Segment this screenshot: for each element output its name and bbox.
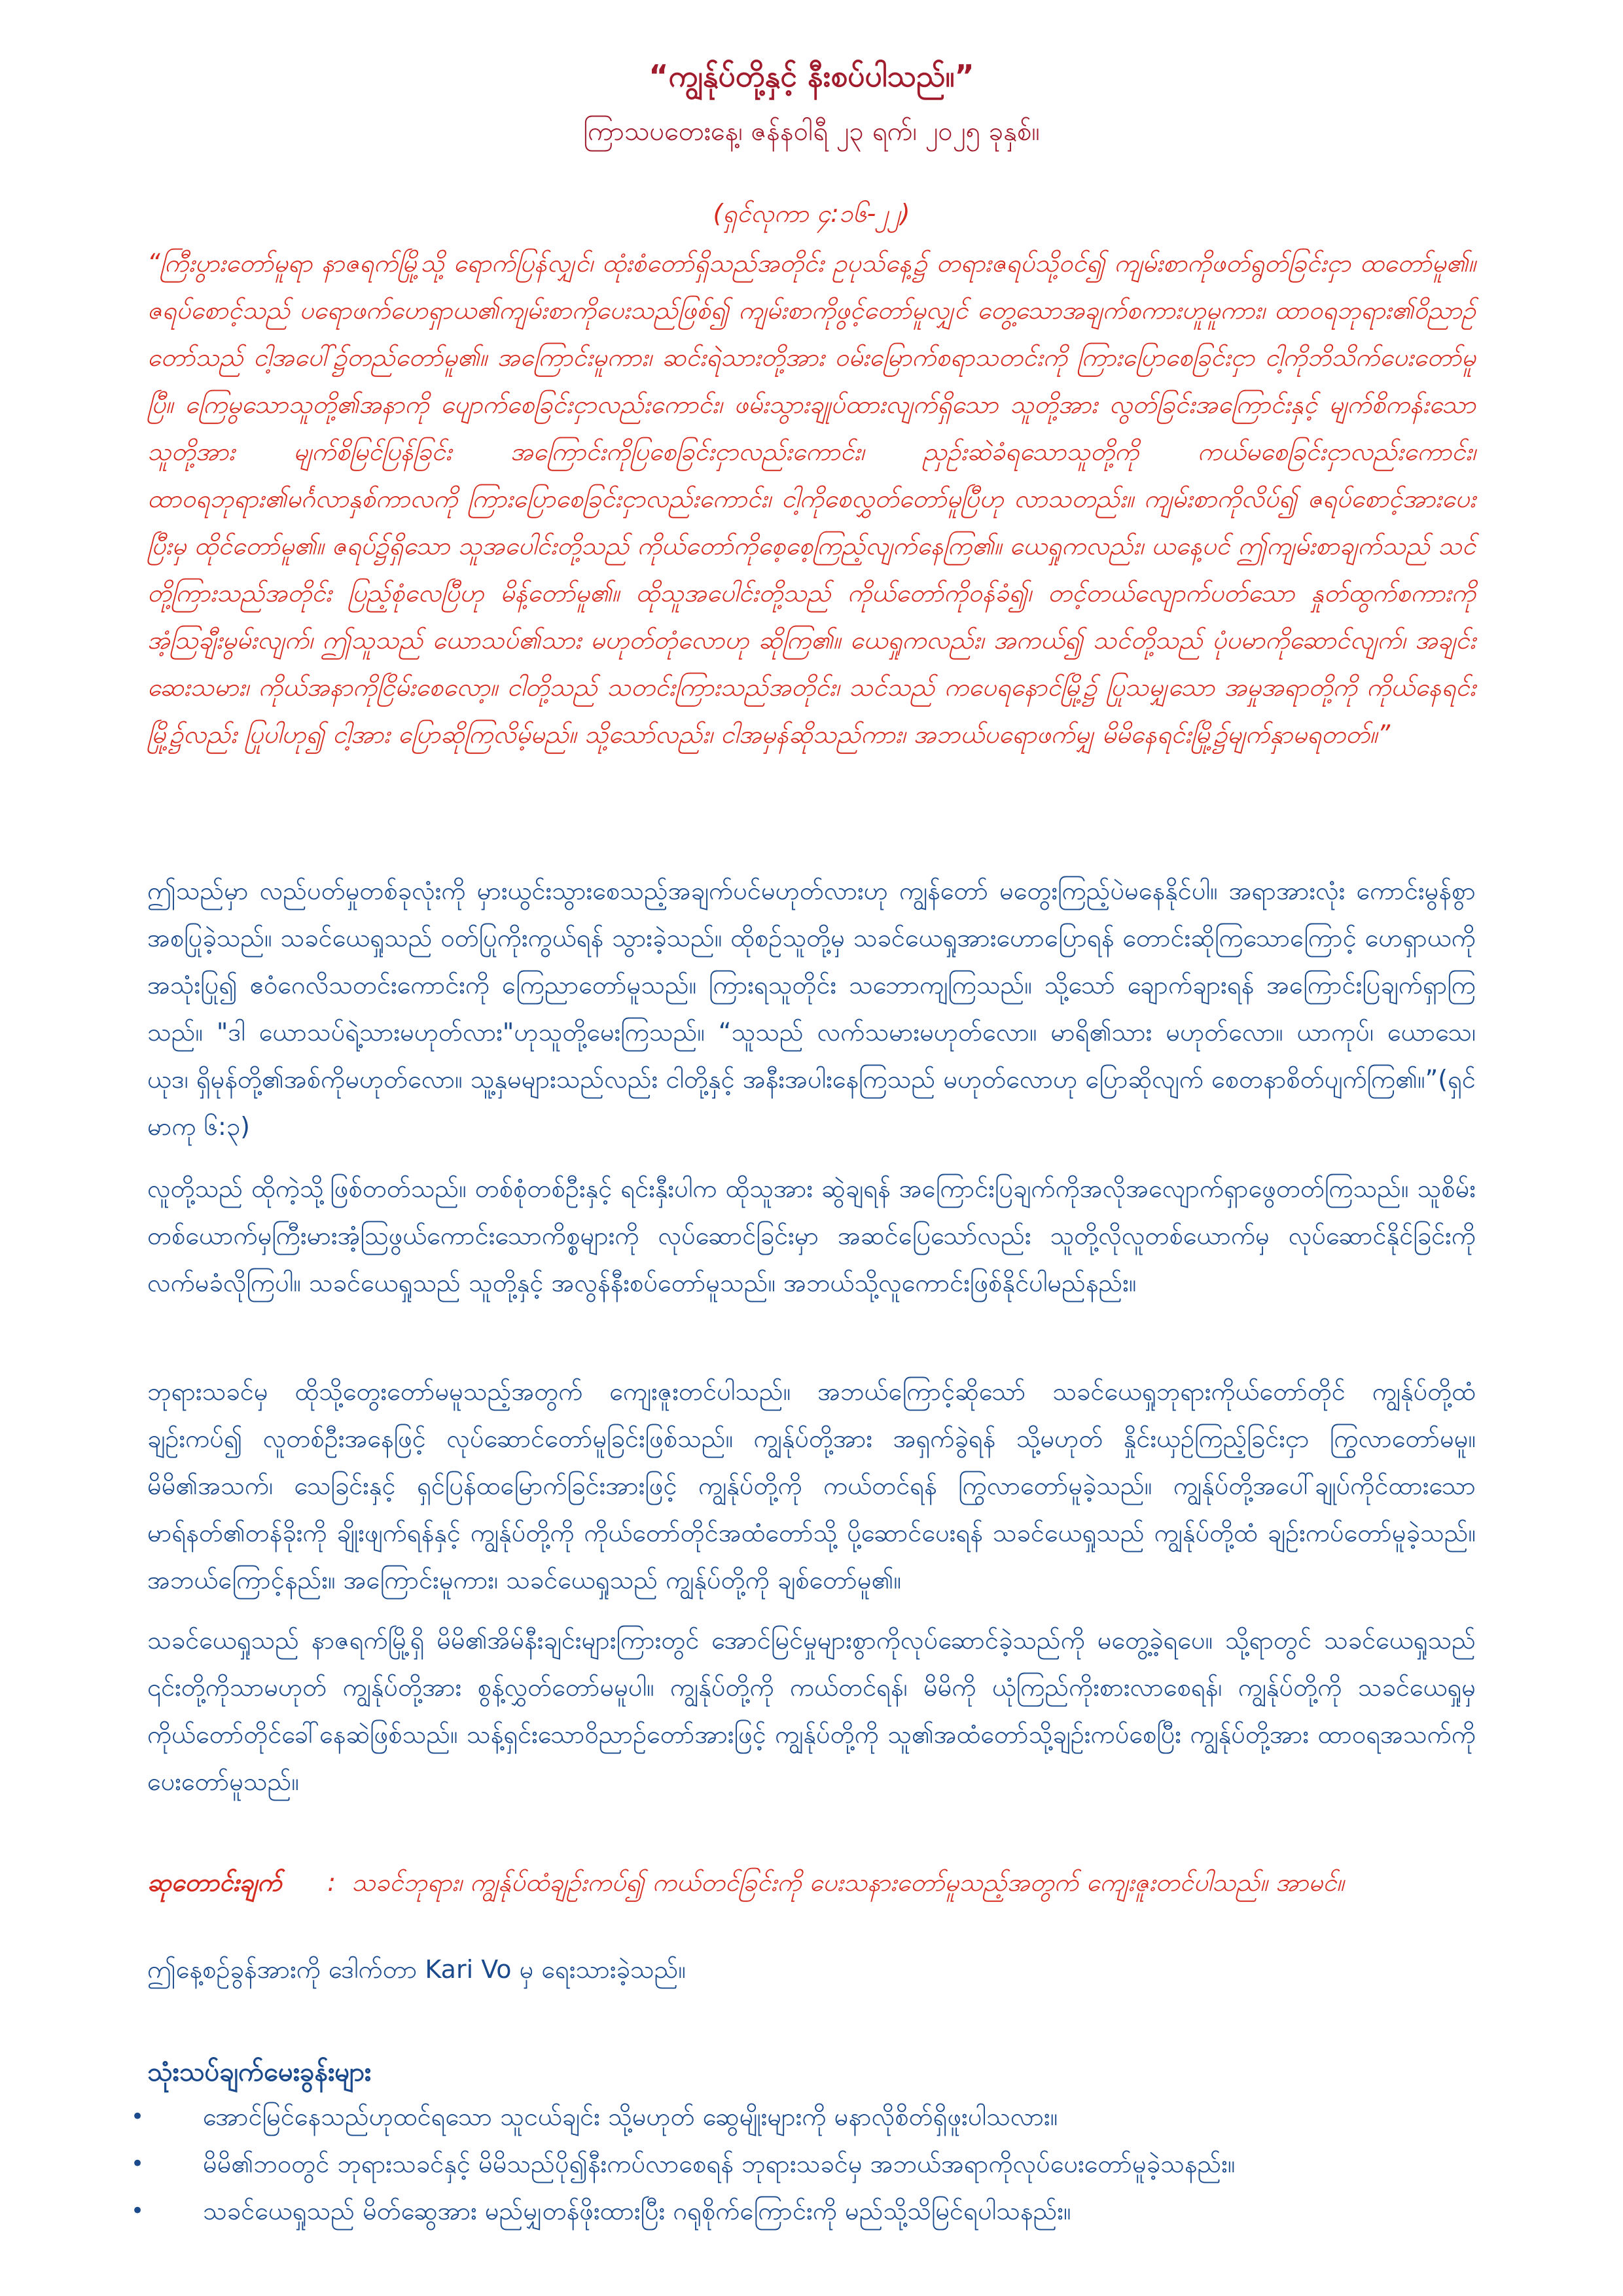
bullet-icon: • [130,2151,145,2177]
body-paragraph-2: လူတို့သည် ထိုကဲ့သို့ဖြစ်တတ်သည်။ တစ်စုံတစ်ဦးနှင့် ရင်းနှီးပါက ထိုသူအား ဆွဲချရန် အကြောင်းပြချက်ကိုအလိုအလျောက်ရှာဖွေတတ်ကြသည်။ သူစိမ်းတစ်ယောက်မှကြီးမားအံ့သြဖွယ်ကောင်းသောကိစ္စများကို လုပ်ဆောင်ခြင်းမှာ အဆင်ပြေသော်လည်း သူတို့လိုလူတစ်ယောက်မှ လုပ်ဆောင်နိုင်ခြင်းကို လက်မခံလိုကြပါ။ သခင်ယေရှုသည် သူတို့နှင့် အလွန်နီးစပ်တော်မူသည်။ အဘယ်သို့လူကောင်းဖြစ်နိုင်ပါမည်နည်း။ [147,1174,1476,1297]
reflection-question [124,2093,1472,2140]
reflection-question [124,2187,1472,2234]
body-paragraph-4: သခင်ယေရှုသည် နာဇရက်မြို့ရှိ မိမိ၏အိမ်နီးချင်းများကြားတွင် အောင်မြင်မှုများစွာကိုလုပ်ဆောင်ခဲ့သည်ကို မတွေ့ခဲ့ရပေ။ သို့ရာတွင် သခင်ယေရှုသည် ၎င်းတို့ကိုသာမဟုတ် ကျွန်ုပ်တို့အား စွန့်လွှတ်တော်မမူပါ။ ကျွန်ုပ်တို့ကို ကယ်တင်ရန်၊ မိမိကို ယုံကြည်ကိုးစားလာစေရန်၊ ကျွန်ုပ်တို့ကို သခင်ယေရှုမှ ကိုယ်တော်တိုင်ခေါ်နေဆဲဖြစ်သည်။ သန့်ရှင်းသောဝိညာဉ်တော်အားဖြင့် ကျွန်ုပ်တို့ကို သူ၏အထံတော်သို့ချဉ်းကပ်စေပြီး ကျွန်ုပ်တို့အား ထာဝရအသက်ကို ပေးတော်မူသည်။ [147,1626,1476,1796]
date-line: ကြာသပတေးနေ့၊ ဇန်နဝါရီ ၂၃ ရက်၊ ၂၀၂၅ ခုနှစ်။ [583,117,1040,147]
reflection-question [124,2140,1472,2187]
prayer-section [147,1859,1476,1906]
body-paragraph-1: ဤသည်မှာ လည်ပတ်မှုတစ်ခုလုံးကို မှားယွင်းသွားစေသည့်အချက်ပင်မဟုတ်လားဟု ကျွန်တော် မတွေးကြည့်ပဲမနေနိုင်ပါ။ အရာအားလုံး ကောင်းမွန်စွာ အစပြုခဲ့သည်။ သခင်ယေရှုသည် ဝတ်ပြုကိုးကွယ်ရန် သွားခဲ့သည်။ ထိုစဉ်သူတို့မှ သခင်ယေရှုအားဟောပြောရန် တောင်းဆိုကြသောကြောင့် ဟေရှာယကိုအသုံးပြု၍ ဧဝံဂေလိသတင်းကောင်းကို ကြေညာတော်မူသည်။ ကြားရသူတိုင်း သဘောကျကြသည်။ သို့သော် ချောက်ချားရန် အကြောင်းပြချက်ရှာကြသည်။ "ဒါ ယောသပ်ရဲ့သားမဟုတ်လား"ဟုသူတို့မေးကြသည်။ “သူသည် လက်သမားမဟုတ်လော။ မာရိ၏သား မဟုတ်လော။ ယာကုပ်၊ ယောသေ၊ ယုဒ၊ ရှိမုန်တို့၏အစ်ကိုမဟုတ်လော။ သူ့နှမများသည်လည်း ငါတို့နှင့် အနီးအပါးနေကြသည် မဟုတ်လောဟု ပြောဆိုလျက် စေတနာစိတ်ပျက်ကြ၏။”(ရှင်မာကု ၆:၃) [147,876,1476,1141]
question-text: မိမိ၏ဘဝတွင် ဘုရားသခင်နှင့် မိမိသည်ပို၍နီးကပ်လာစေရန် ဘုရားသခင်မှ အဘယ်အရာကိုလုပ်ပေးတော်မူခဲ့သနည်း။ [203,2149,1236,2178]
prayer-text: သခင်ဘုရား၊ ကျွန်ုပ်ထံချဉ်းကပ်၍ ကယ်တင်ခြင်းကို ပေးသနားတော်မူသည့်အတွက် ကျေးဇူးတင်ပါသည်။ အာမင်။ [351,1868,1344,1897]
body-paragraph-3: ဘုရားသခင်မှ ထိုသို့တွေးတော်မမူသည့်အတွက် ကျေးဇူးတင်ပါသည်။ အဘယ်ကြောင့်ဆိုသော် သခင်ယေရှုဘုရားကိုယ်တော်တိုင် ကျွန်ုပ်တို့ထံ ချဉ်းကပ်၍ လူတစ်ဦးအနေဖြင့် လုပ်ဆောင်တော်မူခြင်းဖြစ်သည်။ ကျွန်ုပ်တို့အား အရှက်ခွဲရန် သို့မဟုတ် နှိုင်းယှဉ်ကြည့်ခြင်းငှာ ကြွလာတော်မမူ။ မိမိ၏အသက်၊ သေခြင်းနှင့် ရှင်ပြန်ထမြောက်ခြင်းအားဖြင့် ကျွန်ုပ်တို့ကို ကယ်တင်ရန် ကြွလာတော်မူခဲ့သည်။ ကျွန်ုပ်တို့အပေါ်ချုပ်ကိုင်ထားသော မာရ်နတ်၏တန်ခိုးကို ချိုးဖျက်ရန်နှင့် ကျွန်ုပ်တို့ကို ကိုယ်တော်တိုင်အထံတော်သို့ ပို့ဆောင်ပေးရန် သခင်ယေရှုသည် ကျွန်ုပ်တို့ထံ ချဉ်းကပ်တော်မူခဲ့သည်။ အဘယ်ကြောင့်နည်း။ အကြောင်းမူကား၊ သခင်ယေရှုသည် ကျွန်ုပ်တို့ကို ချစ်တော်မူ၏။ [147,1377,1476,1594]
prayer-label: ဆုတောင်းချက် [147,1868,282,1897]
prayer-separator: : [327,1868,336,1897]
author-line: ဤနေ့စဉ်ခွန်အားကို ဒေါက်တာ Kari Vo မှ ရေးသားခဲ့သည်။ [147,1955,686,1984]
scripture-reference: (ရှင်လုကာ ၄:၁၆-၂၂) [713,199,910,228]
bullet-icon: • [130,2198,145,2224]
scripture-text: “ကြီးပွားတော်မူရာ နာဇရက်မြို့သို့ ရောက်ပြန်လျှင်၊ ထုံးစံတော်ရှိသည်အတိုင်း ဥပုသ်နေ့၌ တရားဇရပ်သို့ဝင်၍ ကျမ်းစာကိုဖတ်ရွတ်ခြင်းငှာ ထတော်မူ၏။ ဇရပ်စောင့်သည် ပရောဖက်ဟေရှာယ၏ကျမ်းစာကိုပေးသည်ဖြစ်၍ ကျမ်းစာကိုဖွင့်တော်မူလျှင် တွေ့သောအချက်စကားဟူမူကား၊ ထာဝရဘုရား၏ဝိညာဉ်တော်သည် ငါ့အပေါ်၌တည်တော်မူ၏။ အကြောင်းမူကား၊ ဆင်းရဲသားတို့အား ဝမ်းမြောက်စရာသတင်းကို ကြားပြောစေခြင်းငှာ ငါ့ကိုဘိသိက်ပေးတော်မူပြီ။ ကြေမွသောသူတို့၏အနာကို ပျောက်စေခြင်းငှာလည်းကောင်း၊ ဖမ်းသွားချုပ်ထားလျက်ရှိသော သူတို့အား လွတ်ခြင်းအကြောင်းနှင့် မျက်စိကန်းသောသူတို့အား မျက်စိမြင်ပြန်ခြင်း အကြောင်းကိုပြစေခြင်းငှာလည်းကောင်း၊ ညှဉ်းဆဲခံရသောသူတို့ကို ကယ်မစေခြင်းငှာလည်းကောင်း၊ ထာဝရဘုရား၏မင်္ဂလာနှစ်ကာလကို ကြားပြောစေခြင်းငှာလည်းကောင်း၊ ငါ့ကိုစေလွှတ်တော်မူပြီဟု လာသတည်း။ ကျမ်းစာကိုလိပ်၍ ဇရပ်စောင့်အားပေးပြီးမှ ထိုင်တော်မူ၏။ ဇရပ်၌ရှိသော သူအပေါင်းတို့သည် ကိုယ်တော်ကိုစေ့စေ့ကြည့်လျက်နေကြ၏။ ယေရှုကလည်း၊ ယနေ့ပင် ဤကျမ်းစာချက်သည် သင်တို့ကြားသည်အတိုင်း ပြည့်စုံလေပြီဟု မိန့်တော်မူ၏။ ထိုသူအပေါင်းတို့သည် ကိုယ်တော်ကိုဝန်ခံ၍၊ တင့်တယ်လျောက်ပတ်သော နှုတ်ထွက်စကားကို အံ့ဩချီးမွမ်းလျက်၊ ဤသူသည် ယောသပ်၏သား မဟုတ်တုံလောဟု ဆိုကြ၏။ ယေရှုကလည်း၊ အကယ်၍ သင်တို့သည် ပုံပမာကိုဆောင်လျက်၊ အချင်းဆေးသမား၊ ကိုယ်အနာကိုငြိမ်းစေလော့။ ငါတို့သည် သတင်းကြားသည်အတိုင်း၊ သင်သည် ကပေရနောင်မြို့၌ ပြုသမျှသော အမှုအရာတို့ကို ကိုယ်နေရင်းမြို့၌လည်း ပြုပါဟု၍ ငါ့အား ပြောဆိုကြလိမ့်မည်။ သို့သော်လည်း၊ ငါအမှန်ဆိုသည်ကား၊ အဘယ်ပရောဖက်မျှ မိမိနေရင်းမြို့၌မျက်နှာမရတတ်။” [147,249,1476,749]
question-text: အောင်မြင်နေသည်ဟုထင်ရသော သူငယ်ချင်း သို့မဟုတ် ဆွေမျိုးများကို မနာလိုစိတ်ရှိဖူးပါသလား။ [203,2102,1058,2131]
reflection-questions-list [124,2093,1472,2234]
reflection-heading: သုံးသပ်ချက်မေးခွန်းများ [147,2057,372,2087]
bullet-icon: • [130,2104,145,2130]
question-text: သခင်ယေရှုသည် မိတ်ဆွေအား မည်မျှတန်ဖိုးထားပြီး ဂရုစိုက်ကြောင်းကို မည်သို့သိမြင်ရပါသနည်း။ [203,2197,1071,2225]
scripture-passage [147,190,1476,758]
page-title: “ကျွန်ုပ်တို့နှင့် နီးစပ်ပါသည်။” [649,58,974,94]
